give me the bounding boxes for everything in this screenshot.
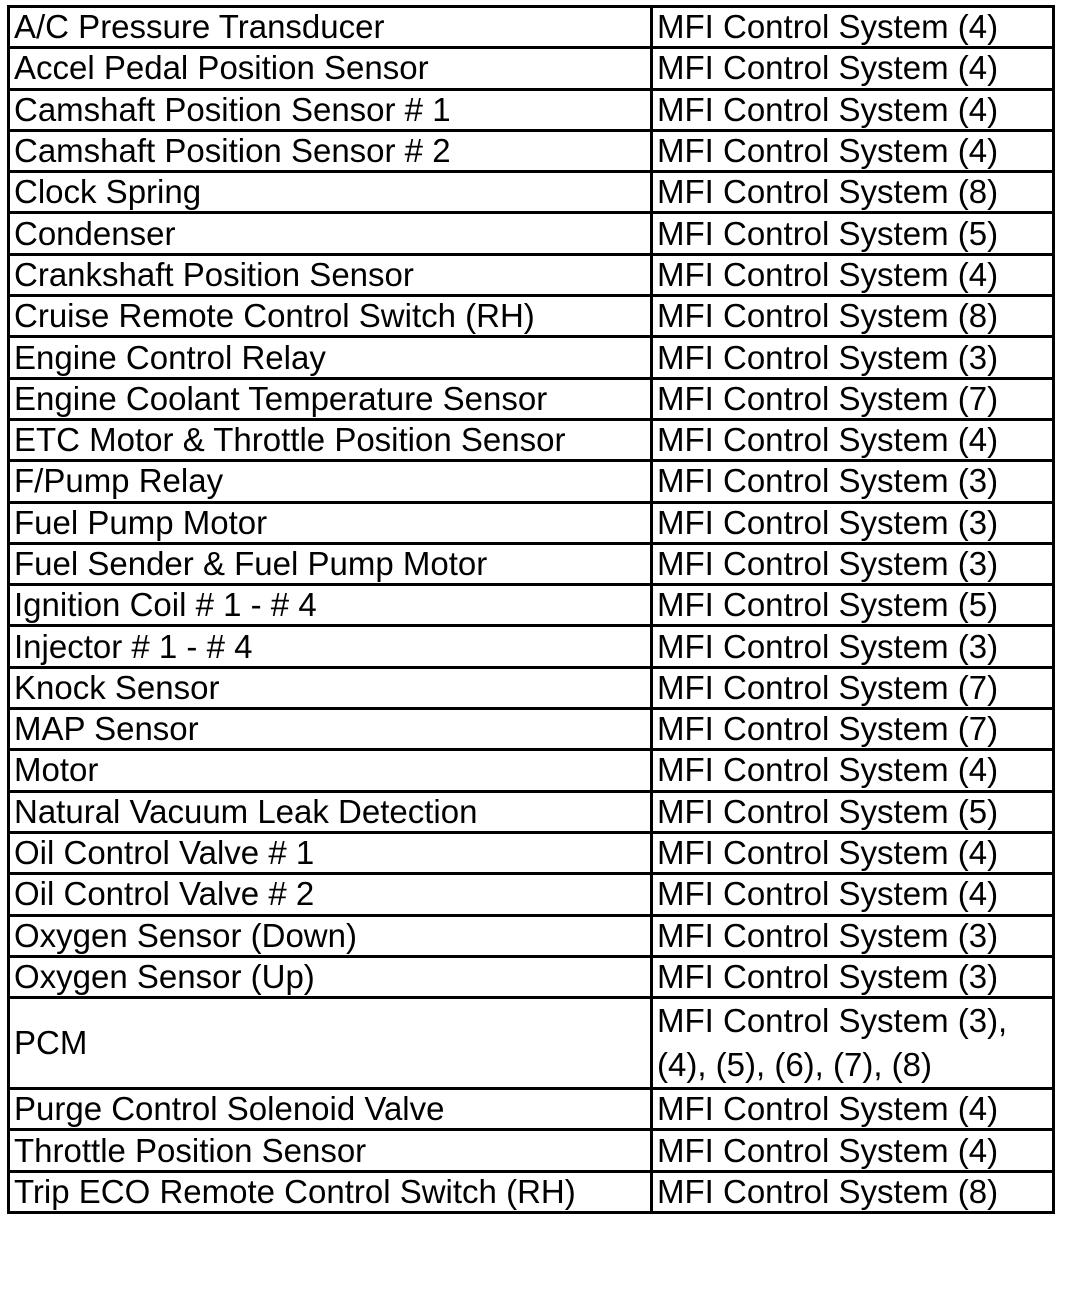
table-row — [9, 254, 1054, 295]
component-name-cell: Knock Sensor — [9, 667, 652, 708]
component-name-cell: Engine Control Relay — [9, 337, 652, 378]
component-name-cell: PCM — [9, 998, 652, 1089]
component-name-cell: Natural Vacuum Leak Detection — [9, 791, 652, 832]
component-name-cell: Camshaft Position Sensor # 1 — [9, 89, 652, 130]
component-name-cell: ETC Motor & Throttle Position Sensor — [9, 419, 652, 460]
component-name-cell: Cruise Remote Control Switch (RH) — [9, 296, 652, 337]
table-row — [9, 791, 1054, 832]
location-cell: MFI Control System (8) — [652, 1171, 1054, 1212]
location-cell: MFI Control System (4) — [652, 130, 1054, 171]
location-cell: MFI Control System (4) — [652, 750, 1054, 791]
table-row — [9, 543, 1054, 584]
location-cell: MFI Control System (4) — [652, 874, 1054, 915]
component-name-cell: A/C Pressure Transducer — [9, 7, 652, 48]
table-row — [9, 750, 1054, 791]
table-row — [9, 172, 1054, 213]
table-row — [9, 626, 1054, 667]
table-row — [9, 213, 1054, 254]
table-row — [9, 337, 1054, 378]
table-row — [9, 48, 1054, 89]
component-name-cell: Oil Control Valve # 1 — [9, 832, 652, 873]
table-row — [9, 419, 1054, 460]
component-name-cell: Engine Coolant Temperature Sensor — [9, 378, 652, 419]
location-cell: MFI Control System (5) — [652, 213, 1054, 254]
location-cell: MFI Control System (3) — [652, 337, 1054, 378]
location-cell: MFI Control System (3) — [652, 915, 1054, 956]
component-name-cell: Accel Pedal Position Sensor — [9, 48, 652, 89]
table-row — [9, 461, 1054, 502]
location-cell: MFI Control System (4) — [652, 254, 1054, 295]
table-row — [9, 874, 1054, 915]
location-cell: MFI Control System (5) — [652, 585, 1054, 626]
component-name-cell: Throttle Position Sensor — [9, 1130, 652, 1171]
location-cell: MFI Control System (4) — [652, 1089, 1054, 1130]
location-cell: MFI Control System (3) — [652, 956, 1054, 997]
table-body — [9, 7, 1054, 1213]
table-row — [9, 915, 1054, 956]
location-cell: MFI Control System (4) — [652, 48, 1054, 89]
table-row — [9, 1171, 1054, 1212]
component-name-cell: Purge Control Solenoid Valve — [9, 1089, 652, 1130]
component-name-cell: Fuel Pump Motor — [9, 502, 652, 543]
component-name-cell: Motor — [9, 750, 652, 791]
table-row — [9, 998, 1054, 1089]
location-cell: MFI Control System (3) — [652, 543, 1054, 584]
location-line-1: MFI Control System (3), — [657, 1002, 1008, 1040]
table-row — [9, 502, 1054, 543]
component-name-cell: MAP Sensor — [9, 709, 652, 750]
component-name-cell: Injector # 1 - # 4 — [9, 626, 652, 667]
table-row — [9, 130, 1054, 171]
component-name-cell: Ignition Coil # 1 - # 4 — [9, 585, 652, 626]
component-name-cell: Fuel Sender & Fuel Pump Motor — [9, 543, 652, 584]
location-cell: MFI Control System (3) — [652, 502, 1054, 543]
location-cell — [652, 998, 1054, 1089]
table-row — [9, 7, 1054, 48]
location-cell: MFI Control System (8) — [652, 296, 1054, 337]
component-name-cell: F/Pump Relay — [9, 461, 652, 502]
location-cell: MFI Control System (4) — [652, 1130, 1054, 1171]
table-row — [9, 378, 1054, 419]
table-row — [9, 1089, 1054, 1130]
location-cell: MFI Control System (8) — [652, 172, 1054, 213]
component-name-cell: Oil Control Valve # 2 — [9, 874, 652, 915]
component-location-table — [7, 5, 1055, 1214]
component-name-cell: Oxygen Sensor (Down) — [9, 915, 652, 956]
location-cell: MFI Control System (7) — [652, 709, 1054, 750]
component-name-cell: Crankshaft Position Sensor — [9, 254, 652, 295]
location-cell: MFI Control System (4) — [652, 419, 1054, 460]
location-cell: MFI Control System (7) — [652, 667, 1054, 708]
location-cell: MFI Control System (7) — [652, 378, 1054, 419]
table-row — [9, 296, 1054, 337]
table-row — [9, 585, 1054, 626]
location-cell: MFI Control System (4) — [652, 832, 1054, 873]
location-cell: MFI Control System (4) — [652, 7, 1054, 48]
location-cell: MFI Control System (3) — [652, 461, 1054, 502]
location-cell: MFI Control System (4) — [652, 89, 1054, 130]
component-name-cell: Oxygen Sensor (Up) — [9, 956, 652, 997]
component-name-cell: Clock Spring — [9, 172, 652, 213]
table-row — [9, 956, 1054, 997]
table-row — [9, 832, 1054, 873]
component-name-cell: Trip ECO Remote Control Switch (RH) — [9, 1171, 652, 1212]
table-row — [9, 89, 1054, 130]
table-row — [9, 667, 1054, 708]
component-name-cell: Condenser — [9, 213, 652, 254]
table-row — [9, 709, 1054, 750]
location-cell: MFI Control System (3) — [652, 626, 1054, 667]
location-cell: MFI Control System (5) — [652, 791, 1054, 832]
component-name-cell: Camshaft Position Sensor # 2 — [9, 130, 652, 171]
location-line-2: (4), (5), (6), (7), (8) — [657, 1046, 933, 1084]
table-row — [9, 1130, 1054, 1171]
